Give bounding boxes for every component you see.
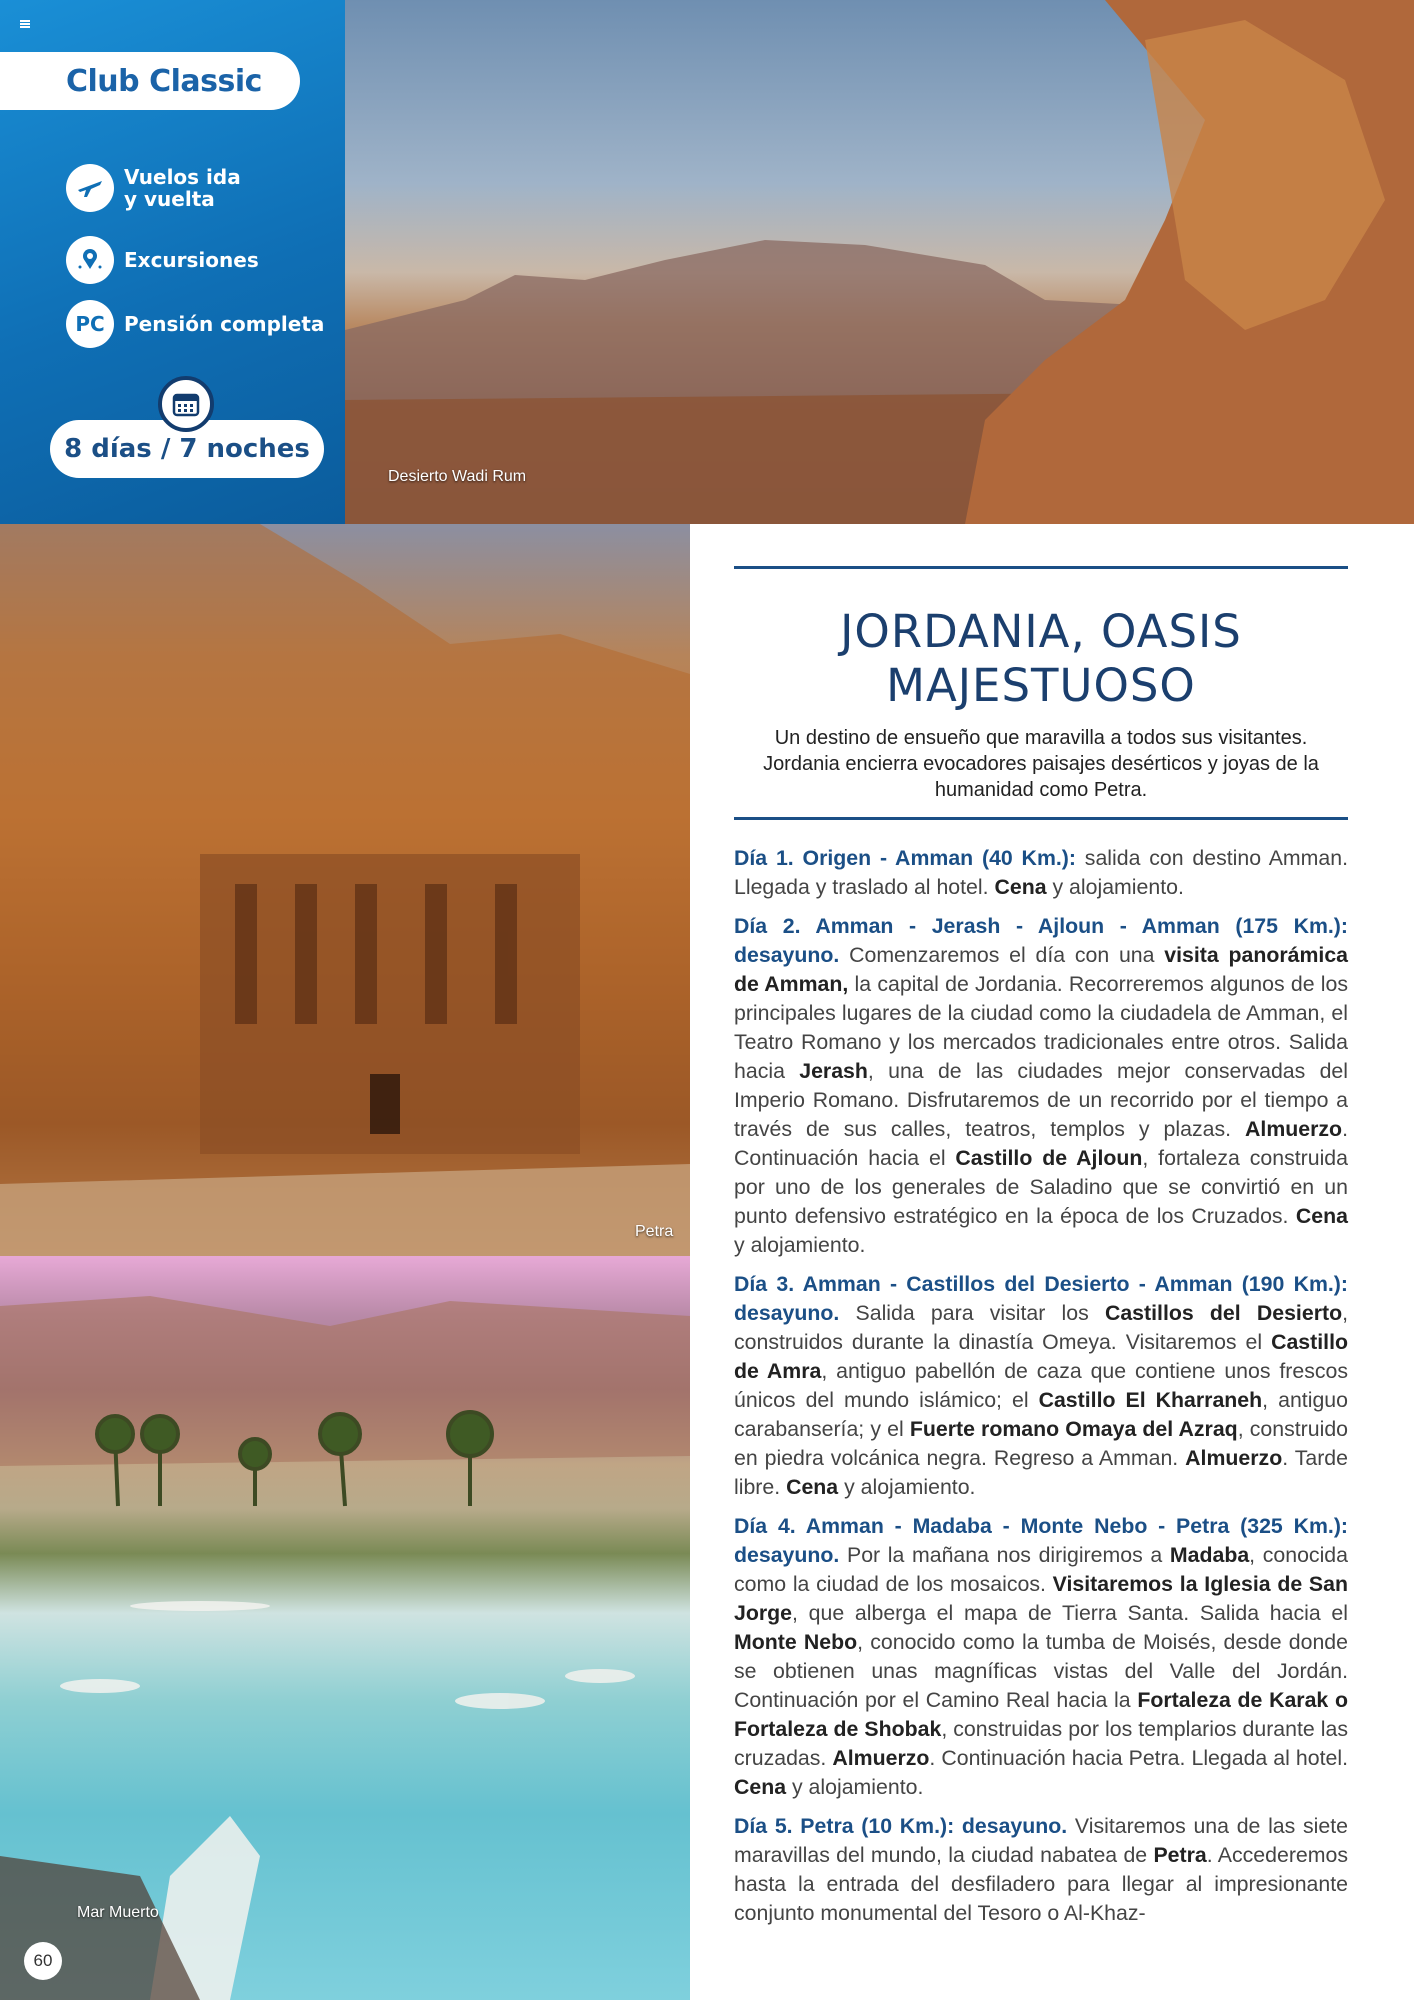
- body-text: . Continuación hacia el: [734, 1117, 1348, 1170]
- highlight-text: Castillo de Ajloun: [955, 1146, 1143, 1170]
- body-text: . Tarde libre.: [734, 1446, 1348, 1499]
- highlight-text: Petra: [1153, 1843, 1207, 1867]
- intro-text: Un destino de ensueño que maravilla a todos sus visitantes. Jordania encierra evocadores paisajes desérticos y joyas de la humanidad como Petra.: [763, 727, 1319, 801]
- info-panel: [0, 0, 345, 524]
- body-text: y alojamiento.: [734, 1233, 866, 1257]
- itinerary-days: [734, 844, 1348, 1928]
- day-heading: Día 2. Amman - Jerash - Ajloun - Amman (175 Km.): desayuno.: [734, 914, 1348, 967]
- highlight-text: Fuerte romano Omaya del Azraq: [909, 1417, 1238, 1441]
- feature-flights: [66, 164, 241, 212]
- highlight-text: Castillos del Desierto: [1104, 1301, 1343, 1325]
- body-text: , una de las ciudades mejor conservadas del Imperio Romano. Disfrutaremos de un recorrido por el tiempo a través de sus calles, teatros, templos y plazas.: [734, 1059, 1348, 1141]
- highlight-text: Cena: [734, 1775, 787, 1799]
- day-heading: Día 5. Petra (10 Km.): desayuno.: [734, 1814, 1068, 1838]
- body-text: y alojamiento.: [786, 1775, 924, 1799]
- body-text: , que alberga el mapa de Tierra Santa. Salida hacia el: [792, 1601, 1348, 1625]
- highlight-text: Castillo de Amra: [734, 1330, 1348, 1383]
- highlight-text: Monte Nebo: [734, 1630, 858, 1654]
- body-text: . Continuación hacia Petra. Llegada al hotel.: [929, 1746, 1348, 1770]
- body-text: , construido en piedra volcánica negra. Regreso a Amman.: [734, 1417, 1349, 1470]
- photo-wadi-rum: [345, 0, 1414, 524]
- page-title: JORDANIA, OASIS MAJESTUOSO: [840, 605, 1242, 712]
- location-pin-icon: [66, 236, 114, 284]
- highlight-text: Cena: [1295, 1204, 1348, 1228]
- highlight-text: Almuerzo: [1185, 1446, 1283, 1470]
- body-text: la capital de Jordania. Recorreremos algunos de los principales lugares de la ciudad como la ciudadela de Amman, el Teatro Romano y los mercados tradicionales entre otros. Salida hacia: [734, 972, 1348, 1083]
- highlight-text: Cena: [994, 875, 1047, 899]
- highlight-text: Almuerzo: [832, 1746, 930, 1770]
- highlight-text: Almuerzo: [1245, 1117, 1343, 1141]
- photo-caption: Desierto Wadi Rum: [388, 468, 527, 485]
- body-text: Visitaremos una de las siete maravillas del mundo, la ciudad nabatea de: [734, 1814, 1348, 1867]
- calendar-icon: [158, 376, 214, 432]
- body-text: y alojamiento.: [838, 1475, 976, 1499]
- itinerary-day: [734, 844, 1348, 902]
- highlight-text: Castillo El Kharraneh: [1038, 1388, 1263, 1412]
- photo-caption: Mar Muerto: [77, 1904, 159, 1921]
- body-text: salida con destino Amman. Llegada y traslado al hotel.: [734, 846, 1348, 899]
- divider: [734, 817, 1348, 820]
- body-text: , fortaleza construida por uno de los generales de Saladino que se convirtió en un punto defensivo estratégico en la época de los Cruzados.: [734, 1146, 1348, 1228]
- feature-excursions: [66, 236, 259, 284]
- body-text: , construidas por los templarios durante las cruzadas.: [734, 1717, 1348, 1770]
- itinerary-day: [734, 912, 1348, 1260]
- feature-label: Pensión completa: [124, 312, 325, 336]
- photo-dead-sea: [0, 1256, 690, 2000]
- itinerary-day: [734, 1512, 1348, 1802]
- body-text: y alojamiento.: [1046, 875, 1184, 899]
- day-heading: Día 4. Amman - Madaba - Monte Nebo - Petra (325 Km.): desayuno.: [734, 1514, 1348, 1567]
- itinerary-column: [734, 566, 1348, 1938]
- page-number: 60: [24, 1942, 62, 1980]
- body-text: Por la mañana nos dirigiremos a: [839, 1543, 1170, 1567]
- photo-caption: Petra: [635, 1223, 674, 1240]
- highlight-text: Cena: [786, 1475, 839, 1499]
- body-text: , conocida como la ciudad de los mosaicos.: [734, 1543, 1348, 1596]
- body-text: , conocido como la tumba de Moisés, desde donde se obtienen unas magníficas vistas del Valle del Jordán. Continuación por el Camino Real hacia la: [734, 1630, 1348, 1712]
- photo-petra: [0, 524, 690, 1256]
- highlight-text: Fortaleza de Karak o Fortaleza de Shobak: [734, 1688, 1348, 1741]
- feature-label: Excursiones: [124, 248, 259, 272]
- highlight-text: visita panorámica de Amman,: [734, 943, 1349, 996]
- brand-badge: Club Classic: [0, 52, 300, 110]
- airplane-icon: [66, 164, 114, 212]
- day-heading: Día 3. Amman - Castillos del Desierto - Amman (190 Km.): desayuno.: [734, 1272, 1348, 1325]
- itinerary-day: [734, 1270, 1348, 1502]
- divider: [734, 566, 1348, 569]
- highlight-text: Visitaremos la Iglesia de San Jorge: [734, 1572, 1348, 1625]
- duration-badge: 8 días / 7 noches: [50, 420, 324, 478]
- body-text: , construidos durante la dinastía Omeya. Visitaremos el: [734, 1301, 1349, 1354]
- body-text: Comenzaremos el día con una: [839, 943, 1165, 967]
- highlight-text: Madaba: [1169, 1543, 1250, 1567]
- pc-badge-icon: PC: [66, 300, 114, 348]
- feature-label: Vuelos ida y vuelta: [124, 165, 241, 211]
- itinerary-day: [734, 1812, 1348, 1928]
- menu-icon[interactable]: [20, 20, 30, 28]
- body-text: , antiguo carabansería; y el: [734, 1388, 1348, 1441]
- day-heading: Día 1. Origen - Amman (40 Km.):: [734, 846, 1076, 870]
- feature-full-board: [66, 300, 324, 348]
- highlight-text: Jerash: [799, 1059, 868, 1083]
- body-text: , antiguo pabellón de caza que contiene unos frescos únicos del mundo islámico; el: [734, 1359, 1348, 1412]
- body-text: . Accederemos hasta la entrada del desfiladero para llegar al impresionante conjunto monumental del Tesoro o Al-Khaz-: [734, 1843, 1348, 1925]
- body-text: Salida para visitar los: [839, 1301, 1105, 1325]
